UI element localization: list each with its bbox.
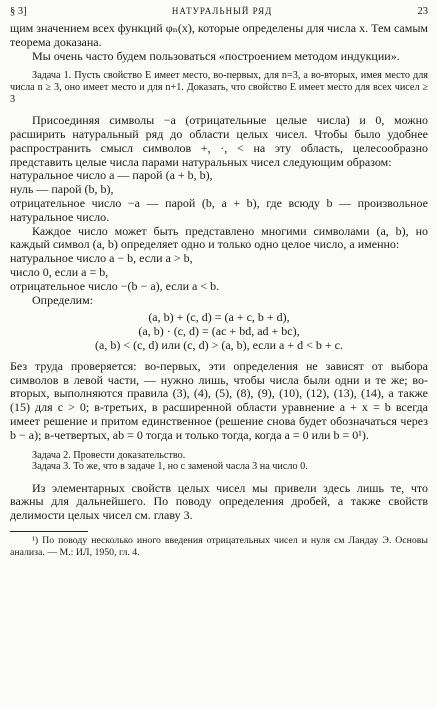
paragraph-induction: Мы очень часто будем пользоваться «построением методом индукции». [32, 48, 400, 63]
exercise-1: Задача 1. Пусть свойство E имеет место, во-первых, для n=3, а во-вторых, имея место для числа n ≥ 3, оно имеет место и для n+1. Доказать, что свойство E имеет место для всех чисел ≥ 3 [10, 70, 428, 105]
formula-sum: (a, b) + (c, d) = (a + c, b + d), [148, 310, 290, 325]
formula-product: (a, b) · (c, d) = (ac + bd, ad + bc), [138, 324, 300, 339]
exercise-3: Задача 3. То же, что в задаче 1, но с заменой часла 3 на число 0. [32, 461, 308, 473]
case-natural: натуральное число a − b, если a > b, [10, 251, 193, 266]
pair-negative: отрицательное число −a — парой (b, a + b), где всюду b — произвольное натуральное число. [10, 195, 428, 224]
paragraph-verification: Без труда проверяется: во-первых, эти определения не зависят от выбора символов в левой части, — нужно лишь, чтобы числа были одни и те же; во-вторых, выполняются правила (3), (4), (5), (8), (9), (10), (12), (13), (14), а также (15) для c > 0; в-третьих, в расширенной области уравнение a + x = b всегда имеет решение и притом единственное (решение снова будет обозначаться через b − a); в-четвертых, ab = 0 тогда и только тогда, когда a = 0 или b = 0¹). [10, 358, 428, 442]
case-zero: число 0, если a = b, [10, 264, 109, 279]
page-number: 23 [417, 6, 428, 17]
paragraph-integers: Присоединяя символы −a (отрицательные целые числа) и 0, можно расширить натуральный ряд до области целых чисел. Чтобы было удобнее распространить смысл символов +, ·, < на эту область, целесообразно представить целые числа парами натуральных чисел следующим образом: [10, 113, 428, 169]
footnote-rule [10, 531, 88, 532]
exercise-2: Задача 2. Провести доказательство. [32, 449, 186, 461]
define-label: Определим: [32, 292, 94, 307]
paragraph-theorem-end: щим значением всех функций φₙ(x), которые определены для числа x. Тем самым теорема доказана. [10, 21, 428, 49]
footnote: ¹) По поводу несколько иного введения отрицательных чисел и нуля см Ландау Э. Основы анализа. — М.: ИЛ, 1950, гл. 4. [10, 535, 428, 558]
paragraph-symbols: Каждое число может быть представлено многими символами (a, b), но каждый символ (a, b) определяет одно и только одно целое число, а именно: [10, 223, 428, 252]
running-title: НАТУРАЛЬНЫЙ РЯД [171, 6, 273, 16]
formula-order: (a, b) < (c, d) или (c, d) > (a, b), если a + d < b + c. [95, 337, 343, 352]
paragraph-closing: Из элементарных свойств целых чисел мы привели здесь лишь те, что важны для дальнейшего. По поводу определения дробей, а также свойств делимости целых чисел см. главу 3. [10, 480, 428, 523]
pair-zero: нуль — парой (b, b), [10, 182, 114, 197]
section-marker: § 3] [10, 6, 27, 17]
case-negative: отрицательное число −(b − a), если a < b. [10, 278, 220, 293]
page-body [10, 22, 428, 523]
running-header [10, 6, 428, 22]
pair-natural: натуральное число a — парой (a + b, b), [10, 168, 213, 183]
